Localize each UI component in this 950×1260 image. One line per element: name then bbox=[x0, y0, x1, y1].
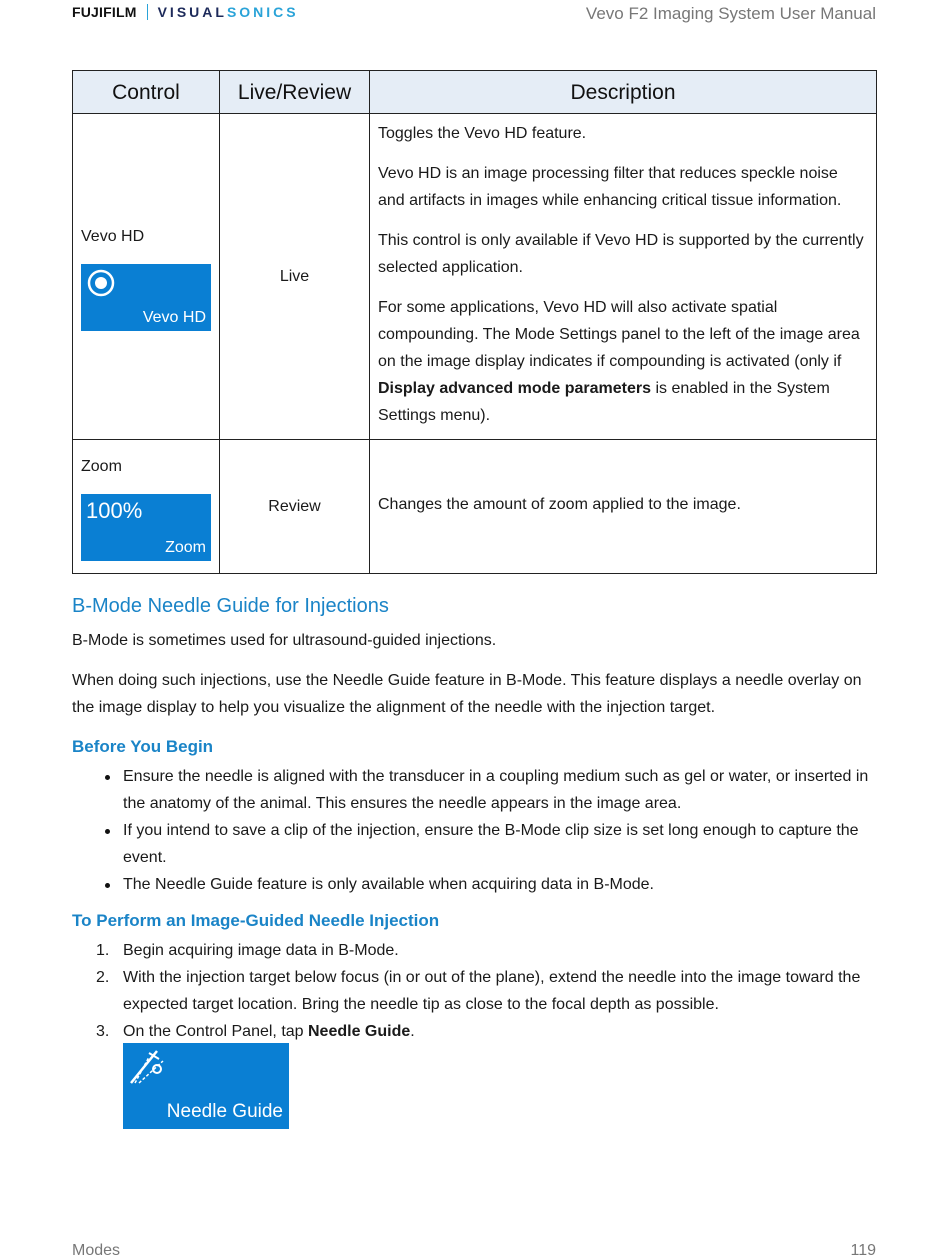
section-title: B-Mode Needle Guide for Injections bbox=[72, 595, 389, 617]
body-paragraph: When doing such injections, use the Needle Guide feature in B-Mode. This feature displays a needle overlay on the image display to help you visualize the alignment of the needle with the injection target. bbox=[72, 672, 862, 716]
list-item bbox=[72, 1018, 877, 1045]
control-cell bbox=[73, 114, 220, 440]
page-number: 119 bbox=[850, 1242, 876, 1259]
vevo-hd-button-label: Vevo HD bbox=[142, 308, 206, 326]
logo-divider bbox=[147, 4, 148, 20]
step-text: Begin acquiring image data in B-Mode. bbox=[123, 942, 399, 959]
list-item bbox=[72, 964, 877, 1018]
mode-cell: Live bbox=[220, 114, 370, 440]
vevo-hd-button bbox=[81, 264, 211, 331]
radio-button-icon bbox=[87, 269, 115, 297]
description-paragraph: Toggles the Vevo HD feature. bbox=[378, 125, 587, 142]
step-number: 3. bbox=[96, 1023, 110, 1040]
list-item: If you intend to save a clip of the injection, ensure the B-Mode clip size is set long enough to capture the event. bbox=[72, 817, 877, 871]
mode-cell: Review bbox=[220, 440, 370, 574]
bold-setting-name: Display advanced mode parameters bbox=[378, 380, 652, 397]
intro-paragraph: B-Mode is sometimes used for ultrasound-guided injections. bbox=[72, 632, 497, 649]
header-control: Control bbox=[73, 71, 220, 114]
needle-guide-button bbox=[123, 1043, 289, 1129]
bold-control-name: Needle Guide bbox=[308, 1023, 411, 1040]
description-cell bbox=[370, 440, 877, 574]
controls-table bbox=[72, 70, 877, 574]
control-name: Vevo HD bbox=[81, 227, 145, 245]
step-number: 1. bbox=[96, 942, 110, 959]
before-you-begin-heading: Before You Begin bbox=[72, 737, 214, 756]
description-paragraph: Vevo HD is an image processing filter that reduces speckle noise and artifacts in images while enhancing critical tissue information. bbox=[378, 165, 842, 209]
list-item bbox=[72, 937, 877, 964]
logo-fujifilm: FUJIFILM bbox=[72, 4, 137, 20]
list-item: Ensure the needle is aligned with the transducer in a coupling medium such as gel or water, or inserted in the anatomy of the animal. This ensures the needle appears in the image area. bbox=[72, 763, 877, 817]
description-paragraph: This control is only available if Vevo HD is supported by the currently selected application. bbox=[378, 232, 864, 276]
footer-section: Modes bbox=[72, 1242, 121, 1259]
needle-guide-button-label: Needle Guide bbox=[166, 1101, 283, 1122]
description-paragraph: For some applications, Vevo HD will also activate spatial compounding. The Mode Settings panel to the left of the image area on the image display indicates if compounding is activated (only if Display advanced mode parameters is enabled in the System Settings menu). bbox=[378, 299, 860, 424]
logo-visual: VISUAL bbox=[157, 4, 227, 20]
fujifilm-visualsonics-logo bbox=[72, 3, 299, 21]
zoom-button-label: Zoom bbox=[165, 538, 206, 556]
steps-list bbox=[72, 937, 877, 1045]
step-text: On the Control Panel, tap Needle Guide. bbox=[123, 1023, 415, 1040]
description-cell bbox=[370, 114, 877, 440]
table-header-row bbox=[73, 71, 877, 114]
needle-guide-icon bbox=[127, 1047, 167, 1087]
zoom-button bbox=[81, 494, 211, 561]
table-row bbox=[73, 114, 877, 440]
control-name: Zoom bbox=[81, 457, 122, 475]
procedure-heading: To Perform an Image-Guided Needle Injection bbox=[72, 911, 440, 930]
bullet-list bbox=[72, 763, 877, 898]
header-description: Description bbox=[370, 71, 877, 114]
list-item: The Needle Guide feature is only available when acquiring data in B-Mode. bbox=[72, 871, 877, 898]
manual-title: Vevo F2 Imaging System User Manual bbox=[585, 4, 876, 23]
control-cell bbox=[73, 440, 220, 574]
step-number: 2. bbox=[96, 969, 110, 986]
zoom-value: 100% bbox=[86, 497, 143, 523]
header-live-review: Live/Review bbox=[220, 71, 370, 114]
table-row bbox=[73, 440, 877, 574]
description-paragraph: Changes the amount of zoom applied to the image. bbox=[378, 496, 741, 513]
step-text: With the injection target below focus (in or out of the plane), extend the needle into the image toward the expected target location. Bring the needle tip as close to the focal depth as possible. bbox=[123, 969, 861, 1013]
logo-sonics: SONICS bbox=[226, 4, 299, 20]
